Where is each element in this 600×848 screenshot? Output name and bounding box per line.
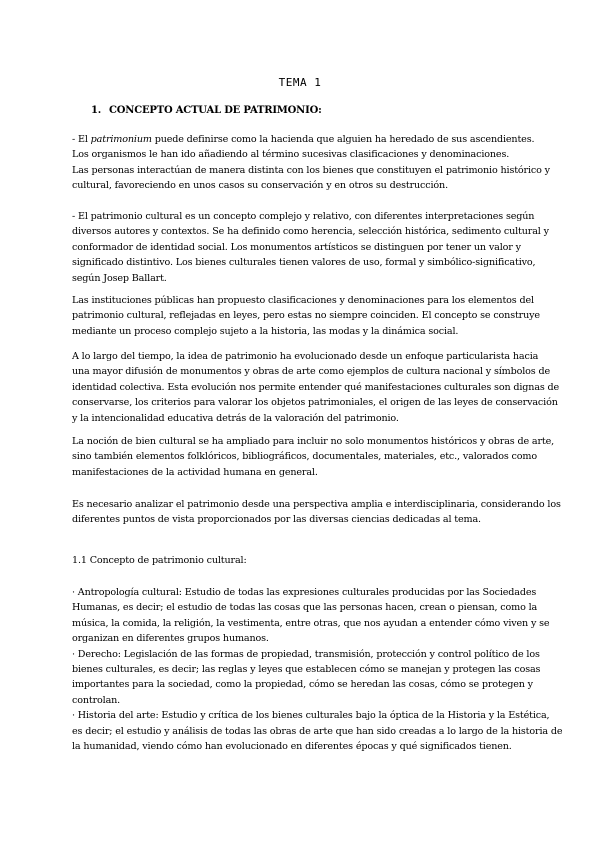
text-line: controlan. <box>72 694 121 706</box>
section-number: 1. <box>91 105 102 116</box>
text-line: y la intencionalidad educativa detrás de la valoración del patrimonio. <box>72 412 399 424</box>
text-line: bienes culturales, es decir; las reglas y leyes que establecen cómo se manejan y protegen las cosas <box>72 664 541 676</box>
text-line: diferentes puntos de vista proporcionados por las diversas ciencias dedicadas al tema. <box>72 514 481 526</box>
text-line: La noción de bien cultural se ha ampliado para incluir no solo monumentos históricos y obras de arte, <box>72 436 555 447</box>
text-line: · Antropología cultural: Estudio de todas las expresiones culturales producidas por las Sociedades <box>72 587 537 598</box>
document-title: TEMA 1 <box>278 76 322 89</box>
text-line: según Josep Ballart. <box>72 272 167 284</box>
text-line: importantes para la sociedad, como la propiedad, cómo se heredan las cosas, cómo se protegen y <box>72 679 533 691</box>
text-line: - El patrimonio cultural es un concepto complejo y relativo, con diferentes interpretaciones según <box>72 211 535 222</box>
text-line: significado distintivo. Los bienes culturales tienen valores de uso, formal y simbólico-significativo, <box>72 257 536 269</box>
text-line: Los organismos le han ido añadiendo al término sucesivas clasificaciones y denominaciones. <box>72 149 510 161</box>
subsection-heading <box>72 553 532 568</box>
text-line: patrimonio cultural, reflejadas en leyes, pero estas no siempre coinciden. El concepto se construye <box>72 310 540 322</box>
paragraph-patrimonio-cultural <box>72 209 549 286</box>
text-line: conformador de identidad social. Los monumentos artísticos se distinguen por tener un valor y <box>72 241 521 253</box>
text-line: Las instituciones públicas han propuesto clasificaciones y denominaciones para los elementos del <box>72 295 534 306</box>
text-line: música, la comida, la religión, la vestimenta, entre otras, que nos ayudan a entender cómo viven y se <box>72 617 550 629</box>
text-line: manifestaciones de la actividad humana en general. <box>72 466 318 478</box>
paragraph-instituciones <box>72 293 540 339</box>
text-line: Es necesario analizar el patrimonio desde una perspectiva amplia e interdisciplinaria, considerando los <box>72 499 561 510</box>
section-title: CONCEPTO ACTUAL DE PATRIMONIO: <box>109 105 322 116</box>
text-line: la humanidad, viendo cómo han evolucionado en diferentes épocas y qué significados tienen. <box>72 741 512 753</box>
text-line: cultural, favoreciendo en unos casos su conservación y en otros su destrucción. <box>72 180 448 192</box>
text-line: diversos autores y contextos. Se ha definido como herencia, selección histórica, sedimento cultural y <box>72 226 549 238</box>
text-line: · Derecho: Legislación de las formas de propiedad, transmisión, protección y control político de los <box>72 648 540 660</box>
text-line: Las personas interactúan de manera distinta con los bienes que constituyen el patrimonio histórico y <box>72 164 550 176</box>
italic-term: patrimonium <box>90 134 152 145</box>
paragraph-bien-cultural <box>72 434 555 480</box>
text-span: puede definirse como la hacienda que alguien ha heredado de sus ascendientes. <box>151 134 535 145</box>
text-line: sino también elementos folklóricos, bibliográficos, documentales, materiales, etc., valorados como <box>72 451 537 463</box>
text-line: · Historia del arte: Estudio y crítica de los bienes culturales bajo la óptica de la Historia y la Estética, <box>72 710 550 722</box>
text-span: - El <box>72 134 91 145</box>
text-line: identidad colectiva. Esta evolución nos permite entender qué manifestaciones culturales son dignas de <box>72 381 560 393</box>
paragraph-patrimonium <box>72 132 550 194</box>
section-heading <box>91 103 322 118</box>
paragraph-disciplinas <box>72 585 563 754</box>
text-line: conservarse, los criterios para valorar los objetos patrimoniales, el origen de las leyes de conservación <box>72 397 558 409</box>
paragraph-evolucion <box>72 349 560 426</box>
subsection-title: 1.1 Concepto de patrimonio cultural: <box>72 555 247 566</box>
text-line <box>72 132 535 147</box>
text-line: es decir; el estudio y análisis de todas las obras de arte que han sido creadas a lo largo de la historia de <box>72 725 563 737</box>
text-line: Humanas, es decir; el estudio de todas las cosas que las personas hacen, crean o piensan, como la <box>72 602 538 614</box>
paragraph-interdisciplinaria <box>72 497 561 528</box>
text-line: A lo largo del tiempo, la idea de patrimonio ha evolucionado desde un enfoque particularista hacia <box>72 351 539 362</box>
text-line: organizan en diferentes grupos humanos. <box>72 633 269 645</box>
text-line: mediante un proceso complejo sujeto a la historia, las modas y la dinámica social. <box>72 325 459 337</box>
text-line: una mayor difusión de monumentos y obras de arte como ejemplos de cultura nacional y símbolos de <box>72 366 550 378</box>
